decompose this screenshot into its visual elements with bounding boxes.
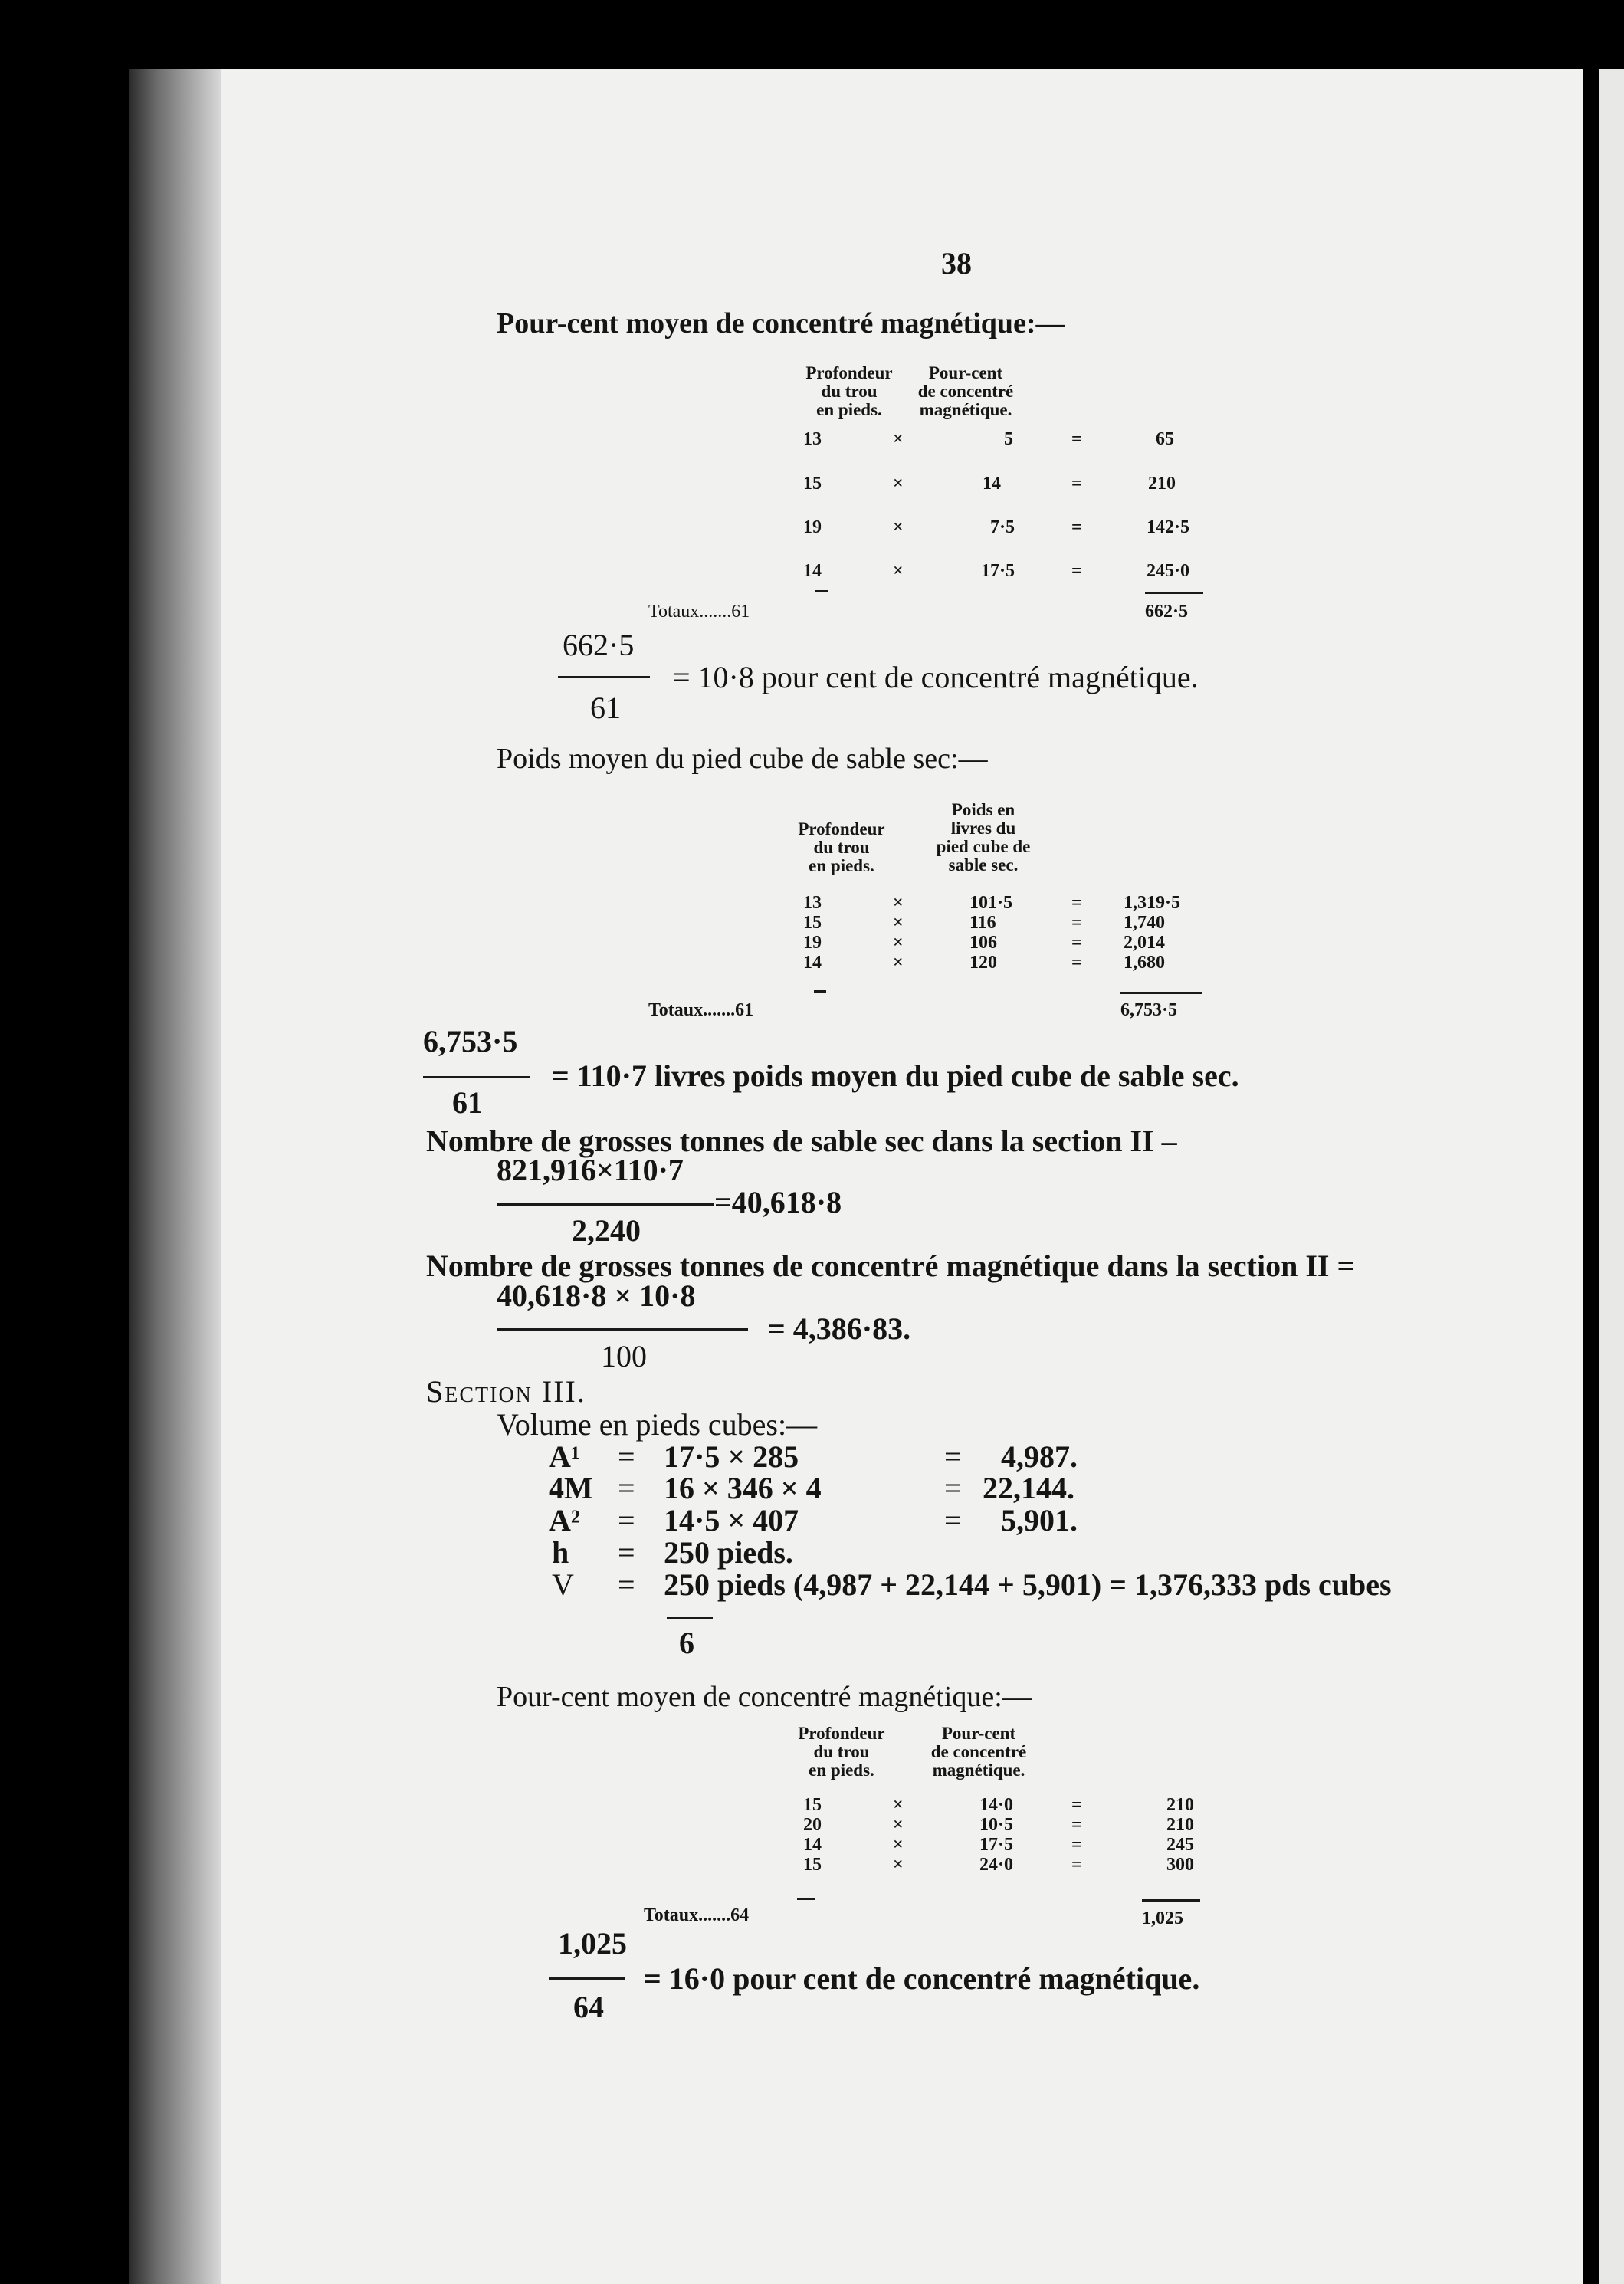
fraction-bar xyxy=(667,1617,713,1619)
sum-rule xyxy=(1120,992,1202,994)
book-spine xyxy=(129,69,221,2284)
col-header-depth: Profondeur du trou en pieds. xyxy=(798,1724,885,1780)
heading-percent-concentrate: Pour-cent moyen de concentré magnétique:— xyxy=(497,307,1065,340)
fraction-numerator: 821,916×110·7 xyxy=(497,1153,684,1187)
fraction-numerator: 6,753·5 xyxy=(423,1024,518,1058)
col-header-depth: Profondeur du trou en pieds. xyxy=(805,363,893,419)
col-header-percent: Pour-cent de concentré magnétique. xyxy=(930,1724,1027,1780)
fraction-bar xyxy=(549,1977,625,1980)
col-header-depth: Profondeur du trou en pieds. xyxy=(798,819,885,875)
fraction-numerator: 662·5 xyxy=(563,628,635,662)
fraction-result: = 16·0 pour cent de concentré magnétique. xyxy=(644,1961,1200,1996)
fraction-bar xyxy=(558,676,650,678)
fraction-denominator: 61 xyxy=(590,691,621,725)
page-number: 38 xyxy=(941,246,972,281)
sum-rule xyxy=(814,990,826,993)
heading-percent-concentrate: Pour-cent moyen de concentré magnétique:— xyxy=(497,1681,1032,1713)
fraction-result: = 10·8 pour cent de concentré magnétique. xyxy=(673,660,1199,694)
fraction-denominator: 64 xyxy=(573,1990,604,2024)
totals-label: Totaux.......61 xyxy=(648,602,750,622)
sum-rule xyxy=(797,1898,815,1900)
heading-weight: Poids moyen du pied cube de sable sec:— xyxy=(497,743,988,775)
totals-value: 1,025 xyxy=(1142,1908,1183,1928)
col-header-percent: Pour-cent de concentré magnétique. xyxy=(917,363,1014,419)
section-title: Section III. xyxy=(426,1374,586,1409)
totals-value: 6,753·5 xyxy=(1120,1000,1178,1020)
fraction-bar xyxy=(423,1076,530,1078)
totals-label: Totaux.......64 xyxy=(644,1905,750,1925)
fraction-result: = 4,386·83. xyxy=(768,1311,911,1346)
totals-value: 662·5 xyxy=(1145,602,1189,622)
fraction-denominator: 2,240 xyxy=(572,1213,641,1248)
page-edge xyxy=(1599,69,1624,2284)
volume-heading: Volume en pieds cubes:— xyxy=(497,1407,818,1442)
fraction-numerator: 40,618·8 × 10·8 xyxy=(497,1278,696,1313)
tonnes-sand-title: Nombre de grosses tonnes de sable sec dans la section II – xyxy=(426,1124,1177,1158)
totals-label: Totaux.......61 xyxy=(648,1000,754,1020)
fraction-denominator: 100 xyxy=(601,1339,647,1373)
sum-rule xyxy=(1145,592,1203,594)
sum-rule xyxy=(1142,1899,1200,1902)
fraction-denominator: 61 xyxy=(452,1085,483,1120)
fraction-denominator: 6 xyxy=(679,1626,694,1660)
tonnes-concentrate-title: Nombre de grosses tonnes de concentré magnétique dans la section II = xyxy=(426,1249,1355,1283)
fraction-result: =40,618·8 xyxy=(714,1185,842,1219)
sum-rule xyxy=(815,590,828,592)
fraction-numerator: 1,025 xyxy=(558,1926,627,1961)
fraction-result: = 110·7 livres poids moyen du pied cube de sable sec. xyxy=(552,1058,1239,1093)
fraction-bar xyxy=(497,1328,748,1331)
col-header-weight: Poids en livres du pied cube de sable sec. xyxy=(936,800,1031,875)
fraction-bar xyxy=(497,1203,714,1206)
